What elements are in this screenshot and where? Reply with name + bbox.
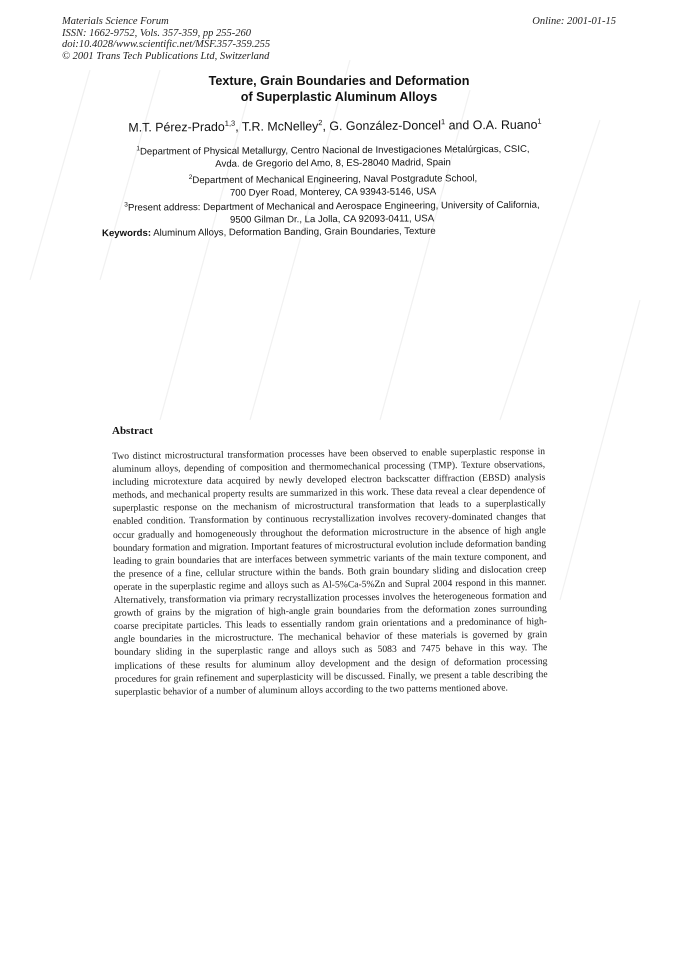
affiliation-address: 700 Dyer Road, Monterey, CA 93943-5146, USA [229, 185, 437, 199]
affiliation-3 [92, 196, 572, 227]
copyright-line: © 2001 Trans Tech Publications Ltd, Switzerland [62, 50, 270, 62]
title-line-1: Texture, Grain Boundaries and Deformation [208, 74, 470, 88]
keywords [102, 226, 436, 239]
abstract-text: Two distinct microstructural transformation processes have been observed to enable superplastic response in aluminum alloys, depending of composition and thermomechanical processing (TMP). Texture observations, including microtexture data acquired by newly developed electron backscatter diffraction (EBSD) analysis methods, and mechanical property results are summarized in this work. These data reveal a clear dependence of superplastic response on the mechanism of microstructural transformation that leads to a superplastically enabled condition. Transformation by continuous recrystallization involves recovery-dominated changes that occur gradually and homogeneously throughout the deformation microstructure in the absence of high angle boundary formation and migration. Important features of microstructural evolution include deformation banding leading to grain boundaries that are interfaces between symmetric variants of the main texture component, and the presence of a fine, cellular structure within the bands. Both grain boundary sliding and dislocation creep operate in the superplastic regime and alloys such as Al-5%Ca-5%Zn and Supral 2004 respond in this manner. Alternatively, transformation via primary recrystallization processes involves the heterogeneous formation and growth of grains by the migration of high-angle grain boundaries from the deformation zones surrounding coarse precipitate particles. This leads to essentially random grain orientations and a predominance of high-angle boundaries in the microstructure. The mechanical behavior of these materials is governed by grain boundary sliding in the superplastic range and alloys such as 5083 and 7475 behave in this way. The implications of these results for aluminum alloy development and the design of deformation processing procedures for grain refinement and superplasticity will be discussed. Finally, we present a table describing the superplastic behavior of a number of aluminum alloys according to the two patterns mentioned above. [112, 446, 548, 698]
author-separator: and [445, 118, 473, 133]
affiliation-1 [98, 140, 568, 171]
journal-header [62, 16, 270, 62]
author-separator: , [322, 119, 330, 134]
doi-line[interactable]: doi:10.4028/www.scientific.net/MSF.357-359.255 [62, 39, 271, 51]
author-affil-sup: 2 [318, 118, 323, 128]
author-affil-sup: 1 [440, 117, 446, 127]
affiliation-line: Present address: Department of Mechanical and Aerospace Engineering, University of California, [127, 199, 540, 214]
online-date: Online: 2001-01-15 [532, 16, 616, 27]
title-line-2: of Superplastic Aluminum Alloys [240, 89, 438, 104]
author-name: O.A. Ruano [472, 117, 538, 133]
abstract-heading: Abstract [112, 425, 153, 437]
affiliation-sup: 2 [188, 173, 193, 182]
affiliation-sup: 1 [136, 145, 140, 153]
abstract-body [112, 445, 548, 699]
author-list [100, 116, 570, 134]
affiliation-address: Avda. de Gregorio del Amo, 8, ES-28040 Madrid, Spain [215, 156, 451, 170]
issn-line: ISSN: 1662-9752, Vols. 357-359, pp 255-260 [62, 27, 251, 39]
author-name: T.R. McNelley [241, 119, 319, 134]
keywords-label: Keywords: [101, 227, 152, 240]
keywords-text: Aluminum Alloys, Deformation Banding, Grain Boundaries, Texture [153, 225, 436, 239]
author-affil-sup: 1 [537, 116, 542, 126]
affiliation-line: Department of Mechanical Engineering, Naval Postgradute School, [192, 173, 478, 187]
affiliation-address: 9500 Gilman Dr., La Jolla, CA 92093-0411, USA [229, 212, 435, 226]
paper-title [0, 74, 678, 105]
author-affil-sup: 1,3 [224, 118, 236, 128]
author-name: M.T. Pérez-Prado [128, 119, 225, 135]
author-separator: , [235, 119, 242, 134]
affiliation-sup: 3 [124, 201, 128, 209]
author-name: G. González-Doncel [329, 118, 442, 134]
affiliation-line: Department of Physical Metallurgy, Centro Nacional de Investigaciones Metalúrgicas, CSIC, [139, 143, 530, 158]
journal-name: Materials Science Forum [62, 16, 169, 27]
